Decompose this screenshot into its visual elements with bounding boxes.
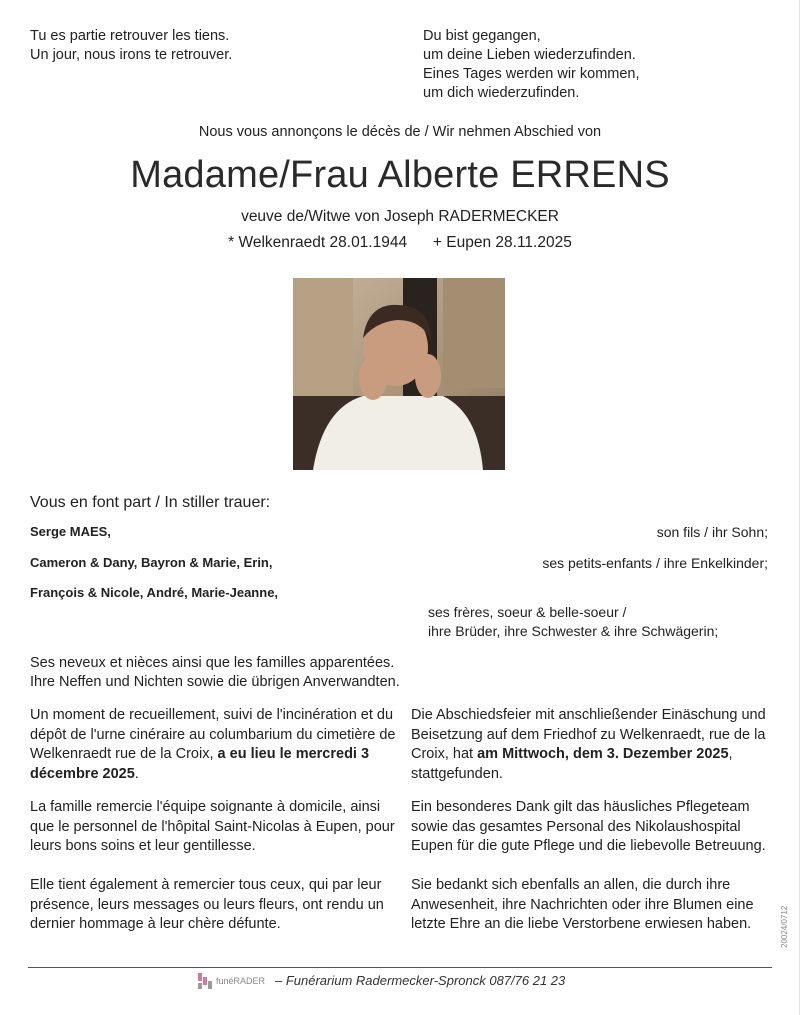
ceremony-date: a eu lieu le mercredi 3 décembre 2025 <box>30 746 370 782</box>
other-relatives <box>30 654 400 692</box>
portrait-photo-icon <box>293 278 505 470</box>
family-relation-siblings <box>428 603 718 641</box>
poem-line: um dich wiederzufinden. <box>423 85 580 101</box>
poem-line: Eines Tages werden wir kommen, <box>423 66 640 82</box>
relatives-line: Ihre Neffen und Nichten sowie die übrigen Anverwandten. <box>30 674 400 690</box>
thanks-all-text: Elle tient également à remercier tous ceux, qui par leur présence, leurs messages ou leurs fleurs, ont rendu un dernier hommage à leur chère défunte. <box>30 877 384 932</box>
thanks-care-text: Ein besonderes Dank gilt das häusliches Pflegeteam sowie das gesamtes Personal des Nikolaushospital Eupen für die gute Pflege und die liebevolle Betreuung. <box>411 799 766 854</box>
ceremony-text-end: . <box>134 765 139 782</box>
family-names-siblings: François & Nicole, André, Marie-Jeanne, <box>30 585 279 600</box>
poem-line: Un jour, nous irons te retrouver. <box>30 47 233 63</box>
birth-death-dates: * Welkenraedt 28.01.1944 + Eupen 28.11.2025 <box>228 234 572 251</box>
family-intro: Vous en font part / In stiller trauer: <box>30 494 271 511</box>
portrait-photo <box>293 278 505 470</box>
funeral-home-contact: – Funérarium Radermecker-Spronck 087/76 21 23 <box>275 973 566 988</box>
relatives-line: Ses neveux et nièces ainsi que les familles apparentées. <box>30 655 395 671</box>
thanks-all-text: Sie bedankt sich ebenfalls an allen, die durch ihre Anwesenheit, ihre Nachrichten oder ihre Blumen eine letzte Ehre an die liebe Verstorbene erwiesen haben. <box>411 877 754 932</box>
announcement: Nous vous annonçons le décès de / Wir nehmen Abschied von <box>198 124 602 140</box>
reference-code: 20024/0712 <box>780 905 789 948</box>
relation-line: ses frères, soeur & belle-soeur / <box>428 604 627 620</box>
poem-french <box>30 27 232 65</box>
family-names-grandchildren: Cameron & Dany, Bayron & Marie, Erin, <box>30 555 273 570</box>
poem-line: um deine Lieben wiederzufinden. <box>423 47 636 63</box>
footer-divider <box>28 967 772 968</box>
funeral-home-logo <box>196 971 276 993</box>
french-thanks-all <box>30 876 400 935</box>
poem-line: Du bist gegangen, <box>423 28 541 44</box>
ceremony-text-end: , stattgefunden. <box>411 746 733 782</box>
family-relation-son: son fils / ihr Sohn; <box>656 524 768 540</box>
relation-line: ihre Brüder, ihre Schwester & ihre Schwägerin; <box>428 623 719 639</box>
logo-text: funéRADER <box>216 976 266 986</box>
family-names-son: Serge MAES, <box>30 524 111 539</box>
german-thanks-care <box>411 798 776 857</box>
ceremony-date: am Mittwoch, dem 3. Dezember 2025 <box>477 746 729 762</box>
widow-of: veuve de/Witwe von Joseph RADERMECKER <box>241 208 559 225</box>
poem-german <box>423 27 640 103</box>
german-thanks-all <box>411 876 776 935</box>
ceremony-text: Die Abschiedsfeier mit anschließender Einäschung und Beisetzung auf dem Friedhof zu Welkenraedt, rue de la Croix, hat <box>411 707 766 762</box>
german-ceremony-paragraph <box>411 706 776 784</box>
deceased-name: Madame/Frau Alberte ERRENS <box>130 154 670 196</box>
ceremony-text: Un moment de recueillement, suivi de l'incinération et du dépôt de l'urne cinéraire au columbarium du cimetière de Welkenraedt rue de la Croix, <box>30 707 396 762</box>
poem-line: Tu es partie retrouver les tiens. <box>30 28 230 44</box>
thanks-care-text: La famille remercie l'équipe soignante à domicile, ainsi que le personnel de l'hôpital Saint-Nicolas à Eupen, pour leurs bons soins et leur gentillesse. <box>30 799 395 854</box>
french-ceremony-paragraph <box>30 706 400 784</box>
family-relation-grandchildren: ses petits-enfants / ihre Enkelkinder; <box>542 555 768 571</box>
french-thanks-care <box>30 798 400 857</box>
